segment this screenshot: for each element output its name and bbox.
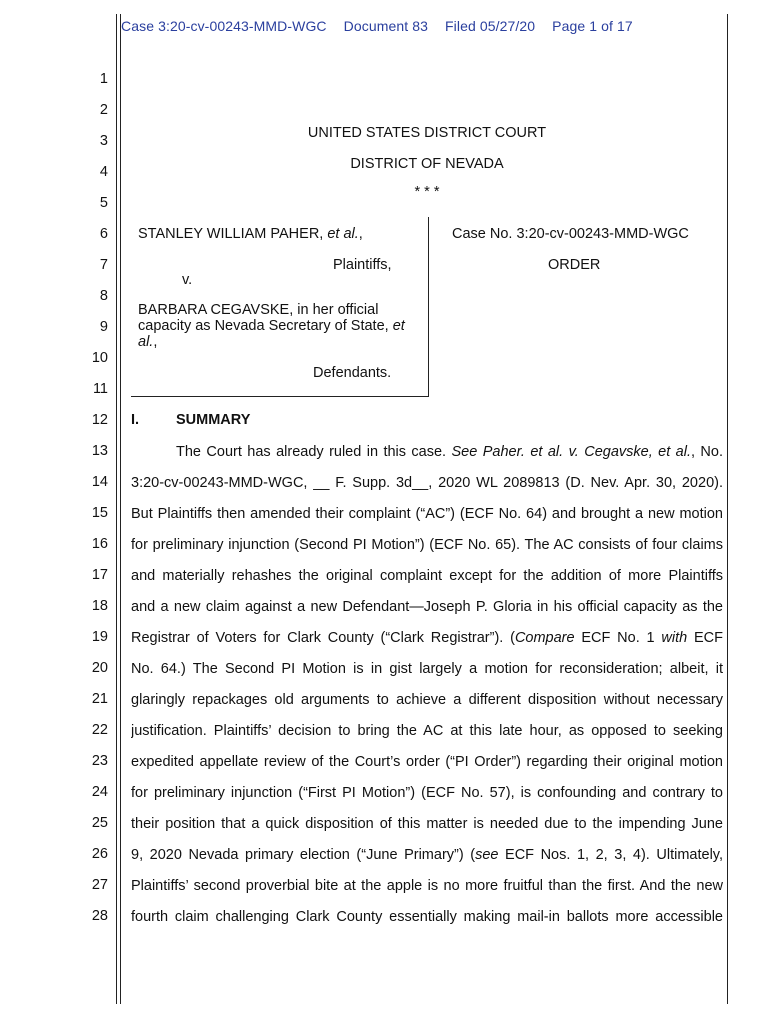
line-number: 24 — [91, 784, 108, 800]
body-text: ECF Nos. 1, 2, 3, 4). Ultimately, — [498, 847, 723, 863]
body-line-13 — [131, 443, 723, 461]
plaintiffs-label: Plaintiffs, — [333, 257, 392, 273]
court-name: UNITED STATES DISTRICT COURT — [307, 125, 547, 141]
line-number: 8 — [99, 288, 108, 304]
body-line-23: expedited appellate review of the Court’s order (“PI Order”) regarding their original motion — [131, 754, 723, 770]
signal-compare: Compare — [514, 630, 575, 646]
line-number: 11 — [92, 381, 108, 397]
ecf-header-stamp — [121, 18, 646, 34]
defendant-line-2-text: capacity as Nevada Secretary of State, — [138, 318, 389, 334]
defendant-line-1: BARBARA CEGAVSKE, in her official — [138, 302, 379, 318]
line-number: 17 — [91, 567, 108, 583]
plaintiff-name — [138, 226, 363, 242]
line-number: 10 — [91, 350, 108, 366]
signal-with: with — [661, 630, 688, 646]
header-document: Document 83 — [343, 18, 429, 34]
line-number: 25 — [91, 815, 108, 831]
defendant-etal-part1: et — [392, 318, 405, 334]
case-number: Case No. 3:20-cv-00243-MMD-WGC — [452, 226, 689, 242]
plaintiff-comma: , — [358, 226, 363, 242]
defendant-comma: , — [153, 334, 158, 350]
line-number: 3 — [99, 133, 108, 149]
body-text: The Court has already ruled in this case. — [176, 444, 452, 460]
right-margin-rule — [727, 14, 728, 1004]
left-margin-rule — [116, 14, 117, 1004]
caption-vertical-rule — [428, 217, 429, 397]
line-number: 5 — [99, 195, 108, 211]
line-number: 21 — [91, 691, 108, 707]
header-page-count: Page 1 of 17 — [552, 18, 633, 34]
signal-see: see — [475, 847, 499, 863]
body-text: , No. — [690, 444, 723, 460]
left-margin-rule-inner — [120, 14, 121, 1004]
body-line-20: No. 64.) The Second PI Motion is in gist largely a motion for reconsideration; albeit, it — [131, 661, 723, 677]
line-number: 18 — [91, 598, 108, 614]
section-heading — [131, 412, 250, 428]
line-number: 15 — [91, 505, 108, 521]
body-line-18: and a new claim against a new Defendant—Joseph P. Gloria in his official capacity as the — [131, 599, 723, 615]
body-line-19 — [131, 629, 723, 647]
line-number: 27 — [91, 877, 108, 893]
defendant-etal-part2: al. — [138, 334, 154, 350]
court-district: DISTRICT OF NEVADA — [350, 156, 504, 172]
body-text: 9, 2020 Nevada primary election (“June Primary”) ( — [131, 847, 476, 863]
body-line-17: and materially rehashes the original complaint except for the addition of more Plaintiffs — [131, 568, 723, 584]
plaintiff-name-text: STANLEY WILLIAM PAHER, — [138, 226, 324, 242]
section-number: I. — [131, 412, 140, 428]
plaintiff-etal: et al. — [327, 226, 359, 242]
line-number: 7 — [99, 257, 108, 273]
versus-label: v. — [182, 272, 193, 288]
body-text: ECF No. 1 — [574, 630, 662, 646]
line-number: 9 — [99, 319, 108, 335]
body-line-28: fourth claim challenging Clark County essentially making mail-in ballots more accessible — [131, 909, 723, 925]
body-line-25: their position that a quick disposition of this matter is needed due to the impending June — [131, 816, 723, 832]
body-line-26 — [131, 846, 723, 864]
line-number: 23 — [91, 753, 108, 769]
line-number: 4 — [99, 164, 108, 180]
body-line-15: But Plaintiffs then amended their complaint (“AC”) (ECF No. 64) and brought a new motion — [131, 506, 723, 522]
section-title: SUMMARY — [176, 412, 251, 428]
line-number: 22 — [91, 722, 108, 738]
line-number: 20 — [91, 660, 108, 676]
body-line-16: for preliminary injunction (Second PI Motion”) (ECF No. 65). The AC consists of four claims — [131, 537, 723, 553]
line-number: 1 — [99, 71, 108, 87]
line-number: 6 — [99, 226, 108, 242]
defendant-line-3 — [138, 334, 157, 350]
line-number: 16 — [91, 536, 108, 552]
defendants-label: Defendants. — [313, 365, 392, 381]
line-number: 28 — [91, 908, 108, 924]
case-citation: See Paher. et al. v. Cegavske, et al. — [451, 444, 691, 460]
line-number: 19 — [91, 629, 108, 645]
body-line-22: justification. Plaintiffs’ decision to bring the AC at this late hour, as opposed to seeking — [131, 723, 723, 739]
body-line-24: for preliminary injunction (“First PI Motion”) (ECF No. 57), is confounding and contrary to — [131, 785, 723, 801]
body-line-21: glaringly repackages old arguments to achieve a different disposition without necessary — [131, 692, 723, 708]
line-number: 2 — [99, 102, 108, 118]
body-text: ECF — [687, 630, 723, 646]
line-number: 14 — [91, 474, 108, 490]
line-number: 13 — [91, 443, 108, 459]
line-number: 26 — [91, 846, 108, 862]
header-filed-date: Filed 05/27/20 — [445, 18, 536, 34]
body-text: Registrar of Voters for Clark County (“Clark Registrar”). ( — [131, 630, 515, 646]
caption-horizontal-rule — [131, 396, 429, 397]
body-line-27: Plaintiffs’ second proverbial bite at the apple is no more fruitful than the first. And the new — [131, 878, 723, 894]
heading-separator: * * * — [414, 184, 440, 200]
header-case-number: Case 3:20-cv-00243-MMD-WGC — [121, 18, 327, 34]
document-title: ORDER — [548, 257, 601, 273]
defendant-line-2 — [138, 318, 405, 334]
body-line-14: 3:20-cv-00243-MMD-WGC, __ F. Supp. 3d__, 2020 WL 2089813 (D. Nev. Apr. 30, 2020). — [131, 475, 723, 491]
line-number: 12 — [91, 412, 108, 428]
